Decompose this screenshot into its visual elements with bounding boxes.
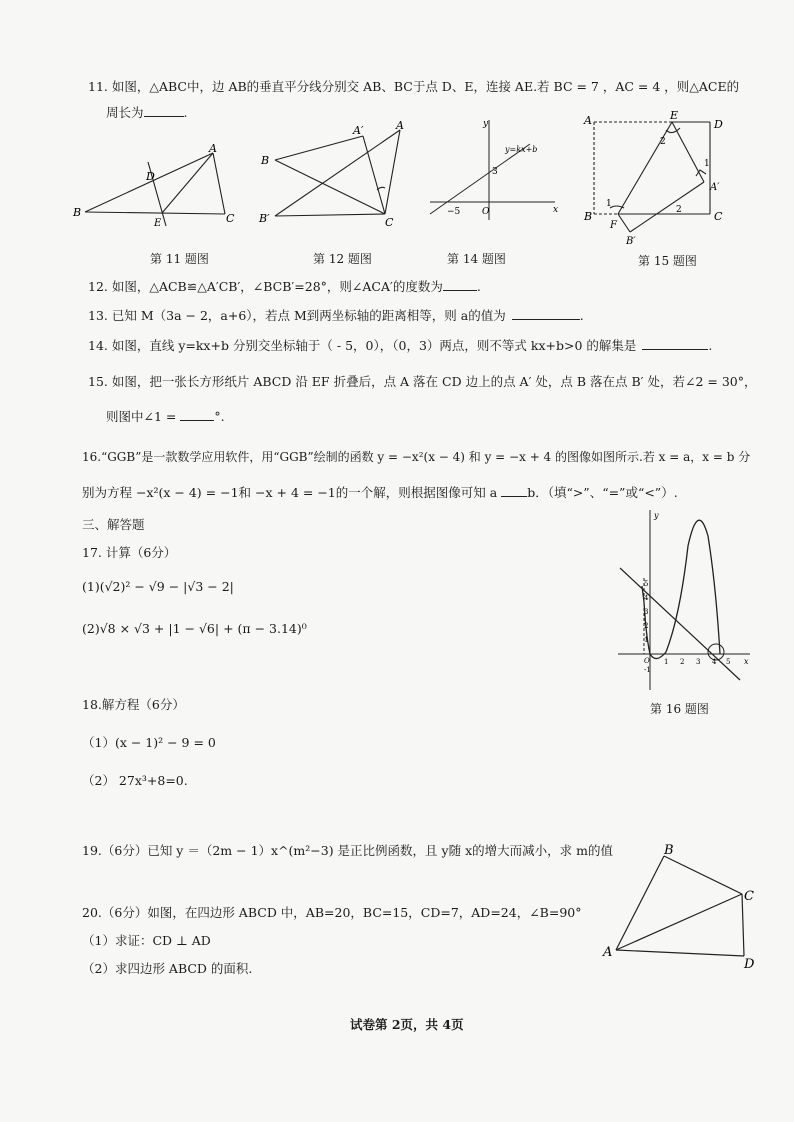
q11-answer-blank xyxy=(144,104,184,117)
f15-label-c: C xyxy=(714,210,723,223)
f15-angle-2: 2 xyxy=(676,205,682,215)
f14-line xyxy=(430,144,530,214)
f16-tick-x5: 5 xyxy=(726,658,731,666)
q20-part1: （1）求证：CD ⊥ AD xyxy=(82,933,211,948)
f15-angle-2b: 2 xyxy=(660,137,666,147)
f20-label-a: A xyxy=(603,945,613,960)
q11-line2: 周长为 . xyxy=(106,105,188,120)
f16-tick-x3: 3 xyxy=(696,658,701,666)
f15-label-b: B xyxy=(584,210,593,223)
f16-tick-y5: 5 xyxy=(644,580,649,588)
q18-part2: （2） 27x³+8=0. xyxy=(82,773,188,788)
f20-seg-bc xyxy=(664,856,742,894)
f16-label-x: x xyxy=(744,657,749,666)
q13-text: 13. 已知 M（3a − 2，a+6），若点 M到两坐标轴的距离相等，则 a的值为 xyxy=(88,308,506,323)
f14-label-m5: −5 xyxy=(447,207,461,217)
q16-line1: 16.“GGB”是一款数学应用软件，用“GGB”绘制的函数 y = −x²(x − 4) 和 y = −x + 4 的图像如图所示.若 x = a，x = b 分 xyxy=(82,450,751,464)
f20-label-c: C xyxy=(744,889,754,904)
f14-label-x: x xyxy=(553,205,559,215)
q16-line2-tail: b．（填“>”、“=”或“<”）. xyxy=(527,485,678,500)
f15-seg-ef xyxy=(618,122,672,214)
f14-label-y: y xyxy=(483,119,489,129)
f12-label-a: A xyxy=(396,119,404,132)
q18-title: 18.解方程（6分） xyxy=(82,697,185,712)
q12-text: 12. 如图，△ACB≌△A′CB′，∠BCB′=28°，则∠ACA′的度数为 xyxy=(88,279,443,294)
f16-tick-ym1: -1 xyxy=(644,666,651,674)
figure-20 xyxy=(598,838,768,972)
q17-part2: (2)√8 × √3 + |1 − √6| + (π − 3.14)⁰ xyxy=(82,621,307,636)
q20-part2: （2）求四边形 ABCD 的面积. xyxy=(82,961,253,976)
f15-label-a1: A′ xyxy=(710,182,720,193)
q11-line1: 11. 如图，△ABC中，边 AB的垂直平分线分别交 AB、BC于点 D、E，连接 AE.若 BC = 7 ，AC = 4 ，则△ACE的 xyxy=(88,79,740,94)
q15-answer-blank xyxy=(180,408,214,421)
f11-seg-bc xyxy=(85,212,225,214)
figure-16 xyxy=(608,506,758,692)
f15-label-f: F xyxy=(610,220,617,231)
f16-tick-x2: 2 xyxy=(680,658,685,666)
f14-label-line: y=kx+b xyxy=(505,145,538,154)
f16-label-o: O xyxy=(644,657,650,665)
f11-label-b: B xyxy=(73,206,82,219)
caption-fig-15: 第 15 题图 xyxy=(638,254,697,268)
f14-label-3: 3 xyxy=(492,167,498,177)
f12-angle-mark xyxy=(377,187,385,190)
f11-label-a: A xyxy=(209,142,217,155)
caption-fig-14: 第 14 题图 xyxy=(447,252,506,266)
f20-label-d: D xyxy=(744,957,755,972)
f16-tick-x4: 4 xyxy=(712,658,717,666)
q15-line2-tail: °. xyxy=(214,409,225,424)
f12-label-a1: A′ xyxy=(353,124,364,137)
q14-answer-blank xyxy=(642,337,708,350)
f12-seg-b1c xyxy=(275,214,385,216)
q12-line: 12. 如图，△ACB≌△A′CB′，∠BCB′=28°，则∠ACA′的度数为 . xyxy=(88,279,481,294)
caption-fig-12: 第 12 题图 xyxy=(313,252,372,266)
q15-line1: 15. 如图，把一张长方形纸片 ABCD 沿 EF 折叠后，点 A 落在 CD 边上的点 A′ 处，点 B 落在点 B′ 处，若∠2 = 30°， xyxy=(88,374,757,389)
f12-label-b1: B′ xyxy=(259,212,270,225)
f15-seg-a1b1 xyxy=(630,182,704,232)
f12-label-c: C xyxy=(385,216,394,228)
caption-fig-11: 第 11 题图 xyxy=(150,252,209,266)
q19-line: 19.（6分）已知 y ＝（2m − 1）x^(m²−3) 是正比例函数，且 y随 x的增大而减小，求 m的值 xyxy=(82,843,613,858)
q14-line: 14. 如图，直线 y=kx+b 分别交坐标轴于（ - 5，0），（0，3）两点，则不等式 kx+b>0 的解集是 . xyxy=(88,338,713,353)
f15-label-a: A xyxy=(584,114,592,127)
f15-angle-1b: 1 xyxy=(704,159,710,169)
q18-part1: （1）(x − 1)² − 9 = 0 xyxy=(82,735,216,750)
f15-label-d: D xyxy=(714,118,723,131)
f12-label-b: B xyxy=(261,154,270,167)
f12-seg-ba1 xyxy=(275,136,363,160)
figure-11 xyxy=(70,140,245,230)
q12-answer-blank xyxy=(443,278,477,291)
f15-label-e: E xyxy=(670,109,679,122)
q16-answer-blank xyxy=(501,484,527,497)
f11-label-d: D xyxy=(146,170,155,183)
q16-line2-text: 别为方程 −x²(x − 4) = −1和 −x + 4 = −1的一个解，则根据图像可知 a xyxy=(82,485,498,500)
q17-title: 17. 计算（6分） xyxy=(82,545,177,560)
f11-label-c: C xyxy=(226,212,235,225)
f16-tick-y2: 2 xyxy=(644,622,649,630)
f20-seg-ac xyxy=(616,894,742,950)
f20-seg-ab xyxy=(616,856,664,950)
q16-line2 xyxy=(82,484,678,502)
figure-15 xyxy=(580,108,730,248)
q14-text: 14. 如图，直线 y=kx+b 分别交坐标轴于（ - 5，0），（0，3）两点，则不等式 kx+b>0 的解集是 xyxy=(88,338,637,353)
f14-label-o: O xyxy=(482,207,490,217)
q17-part1: (1)(√2)² − √9 − |√3 − 2| xyxy=(82,579,234,594)
f11-label-e: E xyxy=(154,218,162,229)
q15-line2 xyxy=(106,408,225,426)
f16-tick-y3: 3 xyxy=(644,608,649,616)
f16-cubic-curve xyxy=(642,520,720,658)
f16-label-y: y xyxy=(654,511,659,520)
f11-seg-ac xyxy=(213,153,225,214)
section-3-heading: 三、解答题 xyxy=(82,517,145,532)
f15-angle-1: 1 xyxy=(606,199,612,209)
f15-label-b1: B′ xyxy=(626,236,636,247)
f11-seg-ae xyxy=(162,153,213,213)
caption-fig-16: 第 16 题图 xyxy=(650,702,709,716)
q11-line2-text: 周长为 xyxy=(106,105,144,120)
f12-seg-bc xyxy=(275,160,385,214)
q15-line2-text: 则图中∠1 = xyxy=(106,409,177,424)
q20-title: 20.（6分）如图，在四边形 ABCD 中，AB=20，BC=15，CD=7，AD=24，∠B=90° xyxy=(82,905,582,920)
q13-answer-blank xyxy=(512,307,580,320)
f16-tick-x1: 1 xyxy=(664,658,669,666)
page-footer: 试卷第 2页，共 4页 xyxy=(350,1017,464,1032)
f20-label-b: B xyxy=(664,843,674,858)
figure-14 xyxy=(425,116,565,226)
f20-seg-ad xyxy=(616,950,744,956)
f16-tick-y4: 4 xyxy=(644,594,649,602)
figure-12 xyxy=(255,118,425,228)
f12-seg-ac xyxy=(385,130,400,214)
f16-tick-y1: 1 xyxy=(644,636,649,644)
f15-seg-fb1 xyxy=(618,214,630,232)
q13-line: 13. 已知 M（3a − 2，a+6），若点 M到两坐标轴的距离相等，则 a的值为 . xyxy=(88,308,584,323)
